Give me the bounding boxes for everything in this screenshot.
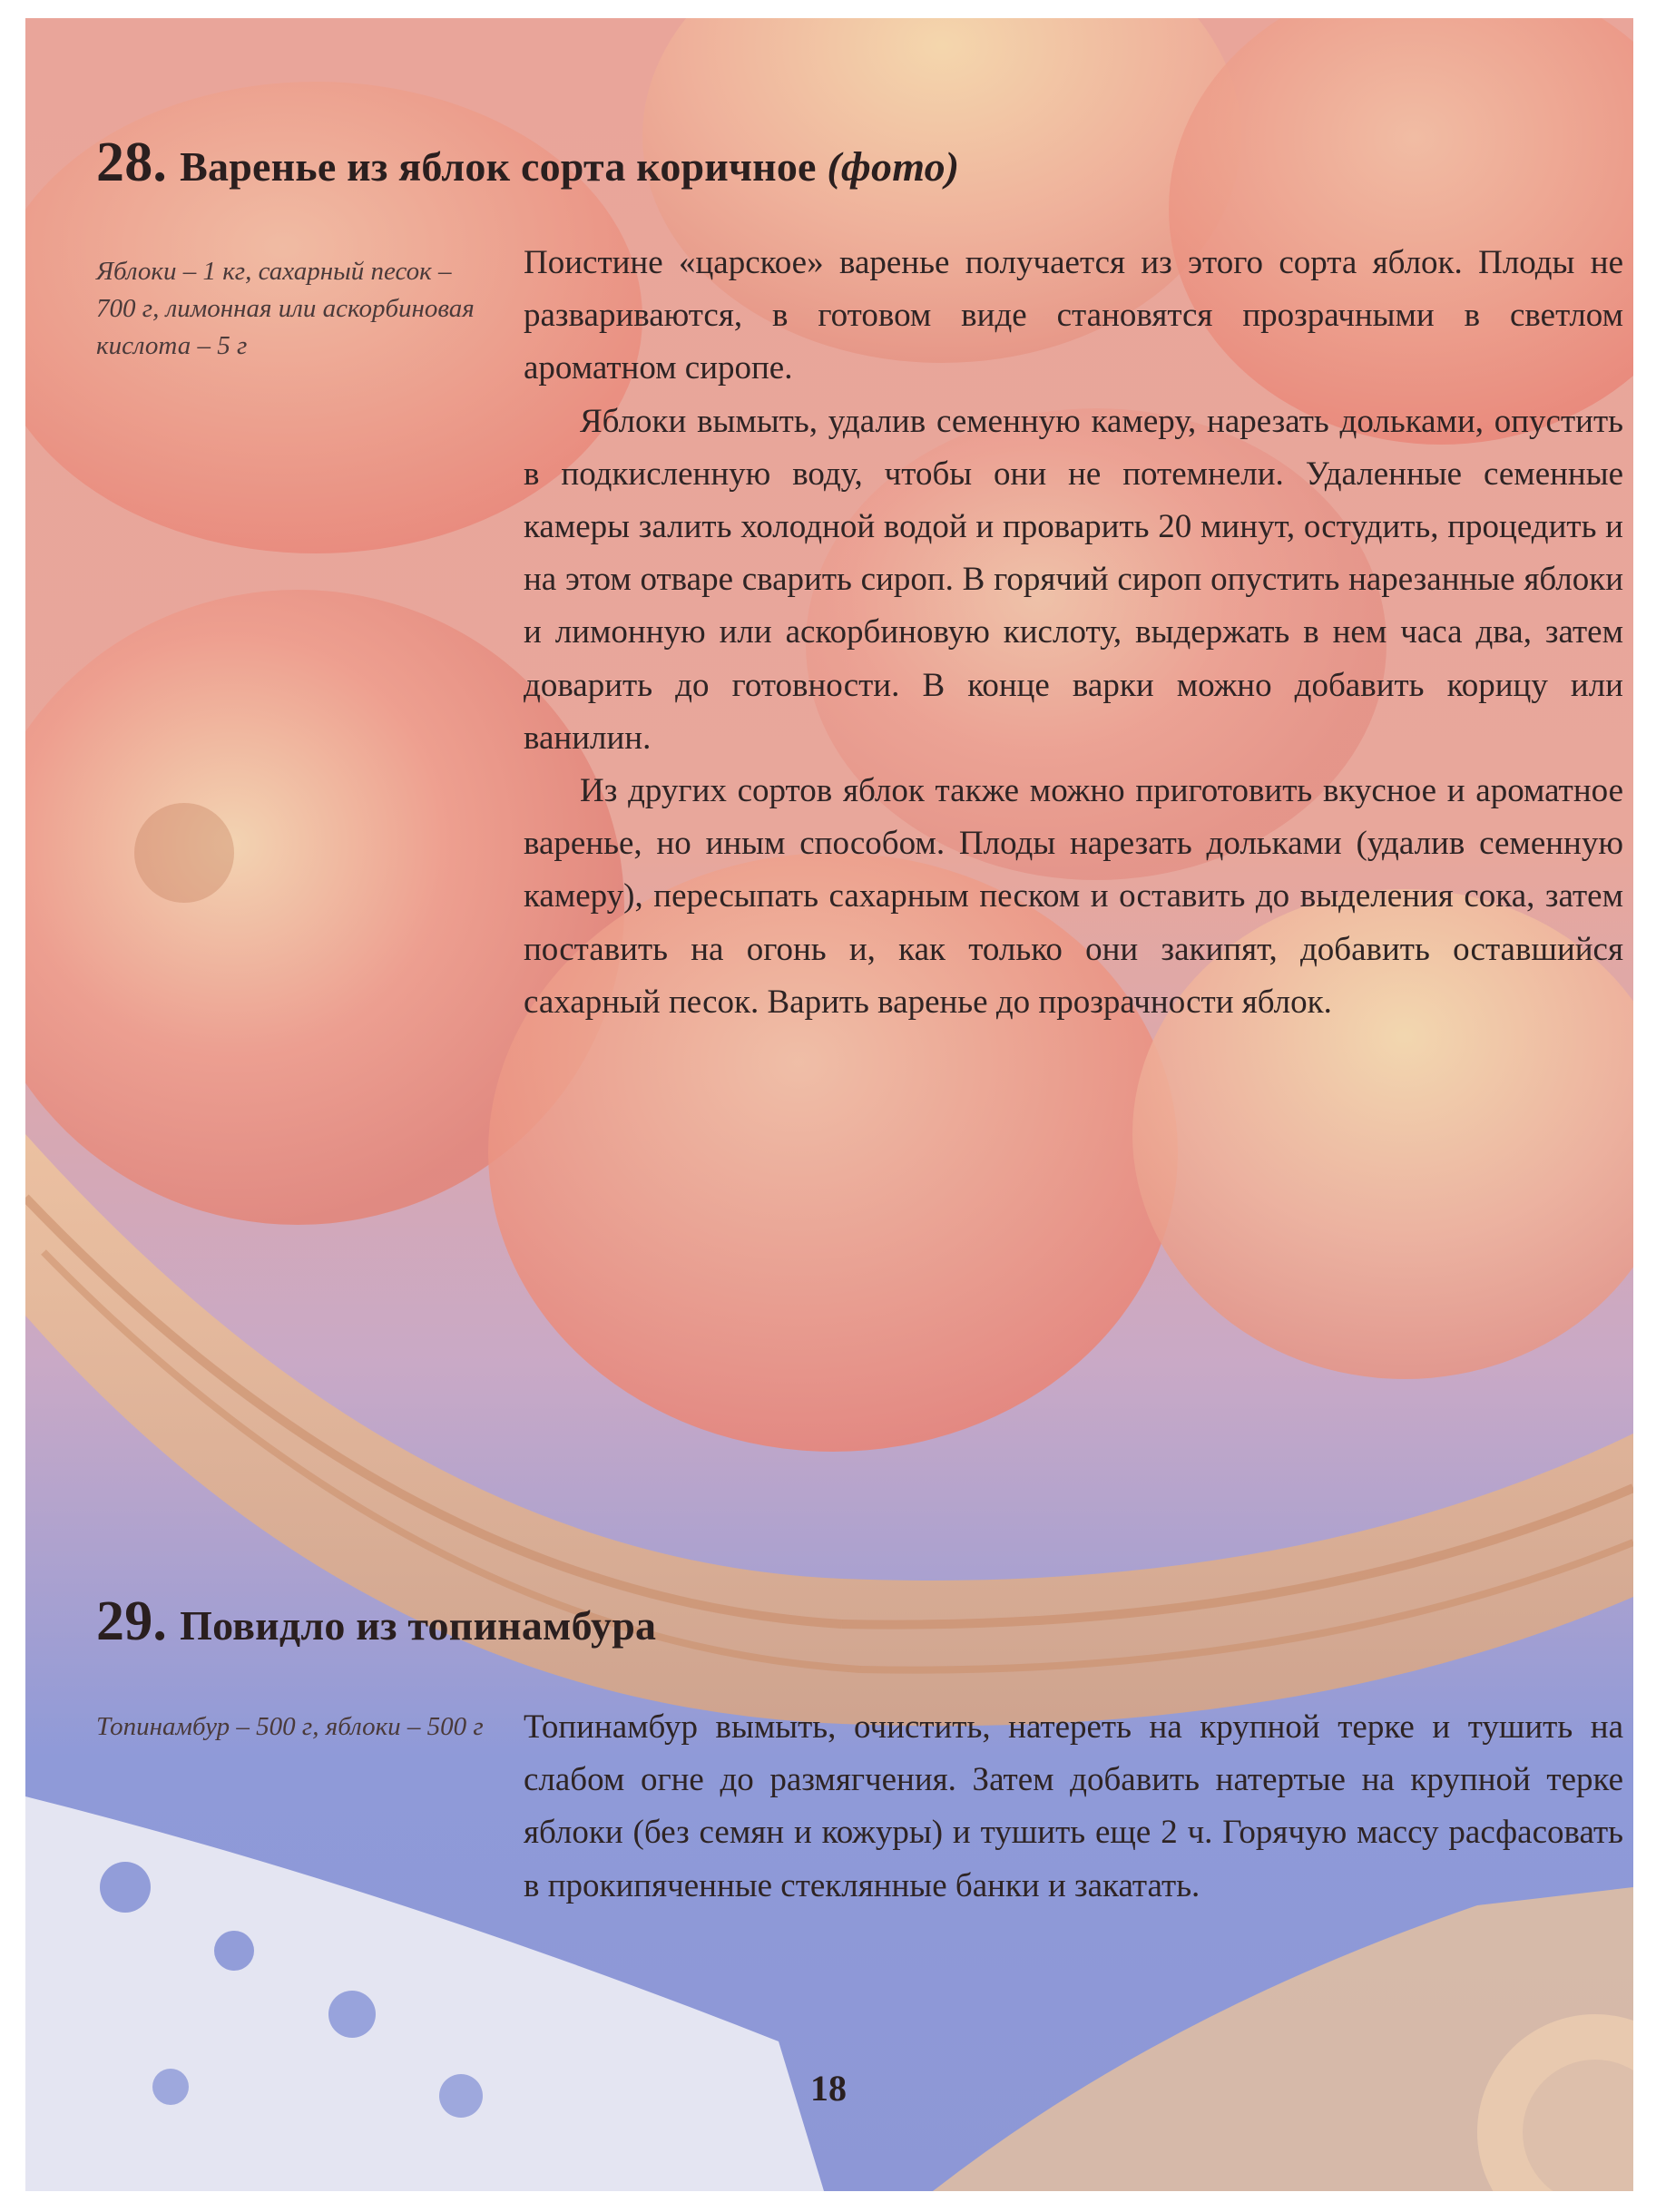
recipe-instructions — [524, 1701, 1623, 1913]
paragraph: Из других сортов яблок также можно приготовить вкусное и ароматное варенье, но иным способом. Плоды нарезать дольками (удалив семенную камеру), пересыпать сахарным песком и оставить до выделения сока, затем поставить на огонь и, как только они закипят, добавить оставшийся сахарный песок. Варить варенье до прозрачности яблок. — [524, 772, 1623, 1021]
ingredients-list: Яблоки – 1 кг, сахарный песок – 700 г, лимонная или аскорбиновая кислота – 5 г — [96, 257, 475, 360]
recipe-title — [96, 131, 959, 195]
cookbook-page — [25, 18, 1633, 2191]
recipe-number: 29. — [96, 1590, 168, 1652]
paragraph: Яблоки вымыть, удалив семенную камеру, нарезать дольками, опустить в подкисленную воду, чтобы они не потемнели. Удаленные семенные камеры залить холодной водой и проварить 20 минут, остудить, процедить и на этом отваре сварить сироп. В горячий сироп опустить нарезанные яблоки и лимонную или аскорбиновую кислоту, выдержать в нем часа два, затем доварить до готовности. В конце варки можно добавить корицу или ванилин. — [524, 402, 1623, 757]
basket-lower-right — [933, 1887, 1633, 2191]
recipe-number: 28. — [96, 132, 168, 193]
ingredients-list: Топинамбур – 500 г, яблоки – 500 г — [96, 1712, 484, 1741]
recipe-instructions — [524, 237, 1623, 1029]
page-number: 18 — [810, 2068, 847, 2109]
recipe-title — [96, 1590, 656, 1654]
recipe-title-text: Варенье из яблок сорта коричное — [180, 143, 817, 190]
paragraph: Поистине «царское» варенье получается из этого сорта яблок. Плоды не развариваются, в готовом виде становятся прозрачными в светлом ароматном сиропе. — [524, 244, 1623, 387]
recipe-title-text: Повидло из топинамбура — [180, 1602, 657, 1649]
photo-note: (фото) — [827, 143, 960, 190]
paragraph: Топинамбур вымыть, очистить, натереть на крупной терке и тушить на слабом огне до размягчения. Затем добавить натертые на крупной терке яблоки (без семян и кожуры) и тушить еще 2 ч. Горячую массу расфасовать в прокипяченные стеклянные банки и закатать. — [524, 1708, 1623, 1904]
